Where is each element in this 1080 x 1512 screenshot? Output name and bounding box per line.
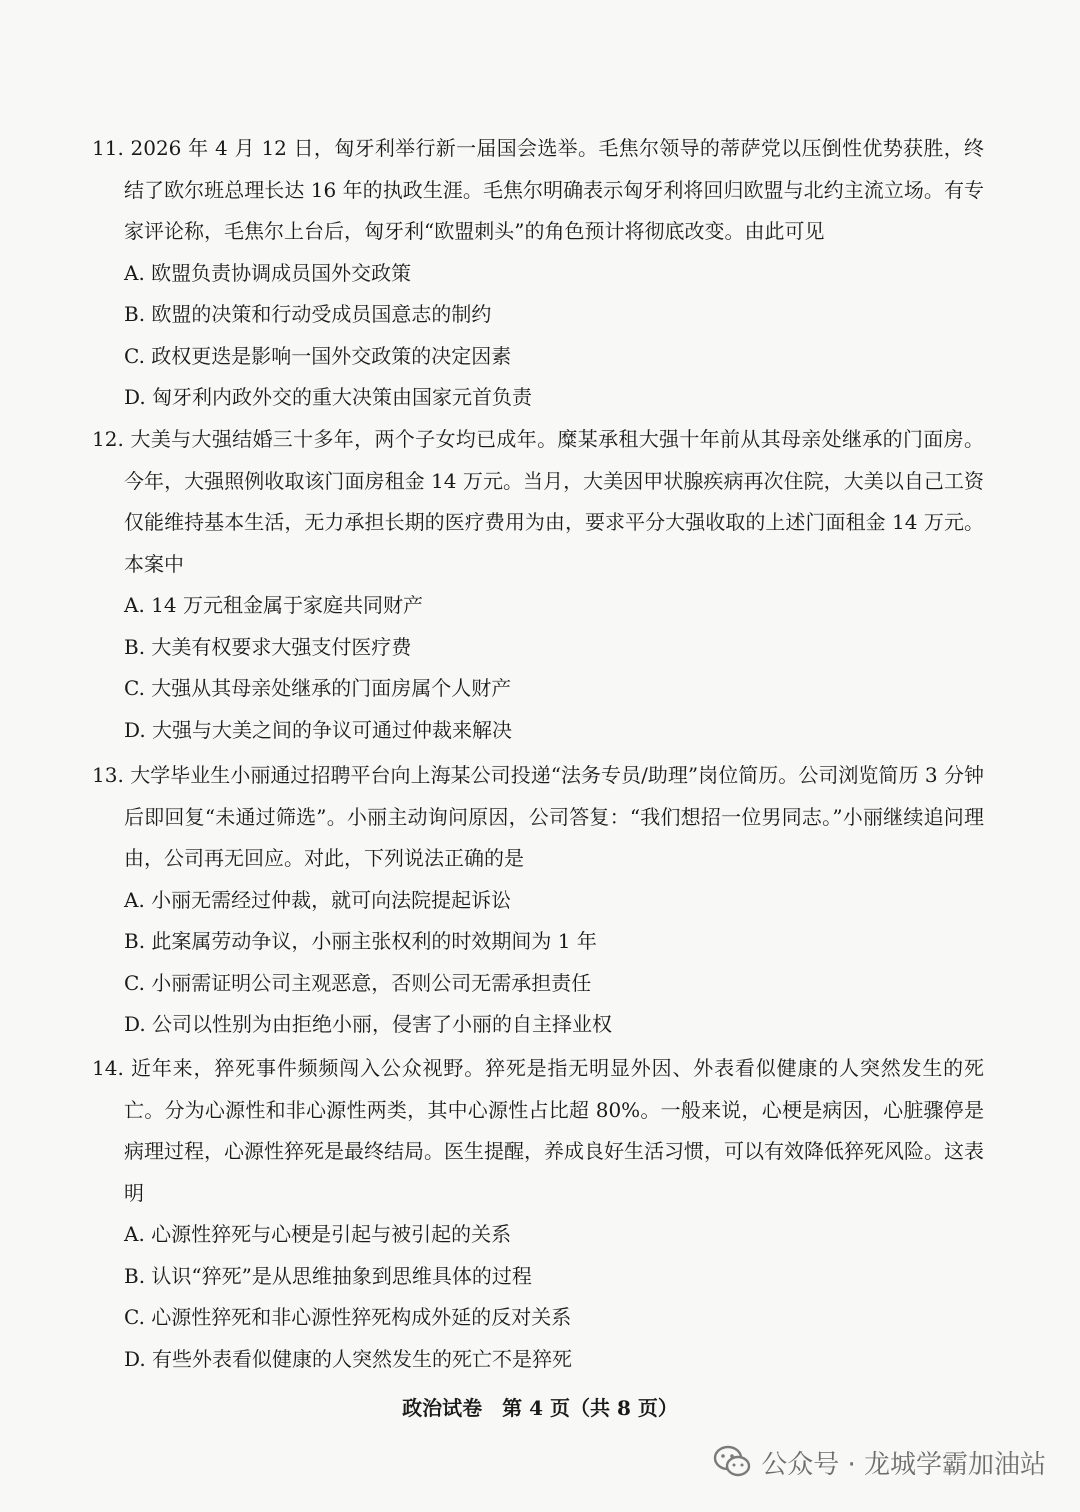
option-d: D. 大强与大美之间的争议可通过仲裁来解决 [124,717,513,742]
question-stem [92,419,984,585]
option-c: C. 小丽需证明公司主观恶意，否则公司无需承担责任 [124,970,592,995]
option-c: C. 心源性猝死和非心源性猝死构成外延的反对关系 [124,1305,572,1329]
option-b: B. 此案属劳动争议，小丽主张权利的时效期间为 1 年 [124,929,597,953]
option-a: A. 14 万元租金属于家庭共同财产 [124,593,423,617]
watermark-text: 公众号 · 龙城学霸加油站 [761,1449,1046,1480]
question-stem [92,128,984,253]
options-list [92,1214,984,1380]
wechat-icon [713,1445,751,1479]
question-11 [92,128,984,419]
option-a: A. 欧盟负责协调成员国外交政策 [124,260,412,285]
watermark [713,1440,1046,1484]
question-text: 大美与大强结婚三十多年，两个子女均已成年。糜某承租大强十年前从其母亲处继承的门面房。今年，大强照例收取该门面房租金 14 万元。当月，大美因甲状腺疾病再次住院，大美以自己工资仅能维持基本生活，无力承担长期的医疗费用为由，要求平分大强收取的上述门面租金 14 万元。本案中 [124,427,984,576]
question-stem [92,755,984,880]
question-number: 12. [92,427,124,451]
question-text: 大学毕业生小丽通过招聘平台向上海某公司投递“法务专员/助理”岗位简历。公司浏览简历 3 分钟后即回复“未通过筛选”。小丽主动询问原因，公司答复：“我们想招一位男同志。”小丽继续追问理由，公司再无回应。对此，下列说法正确的是 [124,763,984,870]
option-a: A. 心源性猝死与心梗是引起与被引起的关系 [124,1222,512,1246]
question-number: 14. [92,1056,124,1080]
question-12 [92,419,984,751]
question-number: 11. [92,136,124,160]
option-c: C. 政权更迭是影响一国外交政策的决定因素 [124,343,512,368]
options-list [92,585,984,751]
option-d: D. 公司以性别为由拒绝小丽，侵害了小丽的自主择业权 [124,1012,613,1036]
option-d: D. 匈牙利内政外交的重大决策由国家元首负责 [124,385,533,409]
option-c: C. 大强从其母亲处继承的门面房属个人财产 [124,676,512,700]
option-a: A. 小丽无需经过仲裁，就可向法院提起诉讼 [124,887,512,912]
option-b: B. 欧盟的决策和行动受成员国意志的制约 [124,302,492,326]
option-d: D. 有些外表看似健康的人突然发生的死亡不是猝死 [124,1346,573,1371]
question-text: 2026 年 4 月 12 日，匈牙利举行新一届国会选举。毛焦尔领导的蒂萨党以压倒性优势获胜，终结了欧尔班总理长达 16 年的执政生涯。毛焦尔明确表示匈牙利将回归欧盟与北约主流立场。有专家评论称，毛焦尔上台后，匈牙利“欧盟刺头”的角色预计将彻底改变。由此可见 [124,136,985,243]
options-list [92,253,984,419]
question-14 [92,1048,984,1380]
option-b: B. 认识“猝死”是从思维抽象到思维具体的过程 [124,1263,532,1288]
question-stem [92,1048,984,1214]
question-13 [92,755,984,1046]
question-number: 13. [92,763,124,787]
question-text: 近年来，猝死事件频频闯入公众视野。猝死是指无明显外因、外表看似健康的人突然发生的死亡。分为心源性和非心源性两类，其中心源性占比超 80%。一般来说，心梗是病因，心脏骤停是病理过程，心源性猝死是最终结局。医生提醒，养成良好生活习惯，可以有效降低猝死风险。这表明 [124,1056,985,1205]
page-footer: 政治试卷 第 4 页（共 8 页） [402,1396,678,1420]
options-list [92,880,984,1046]
option-b: B. 大美有权要求大强支付医疗费 [124,634,412,659]
